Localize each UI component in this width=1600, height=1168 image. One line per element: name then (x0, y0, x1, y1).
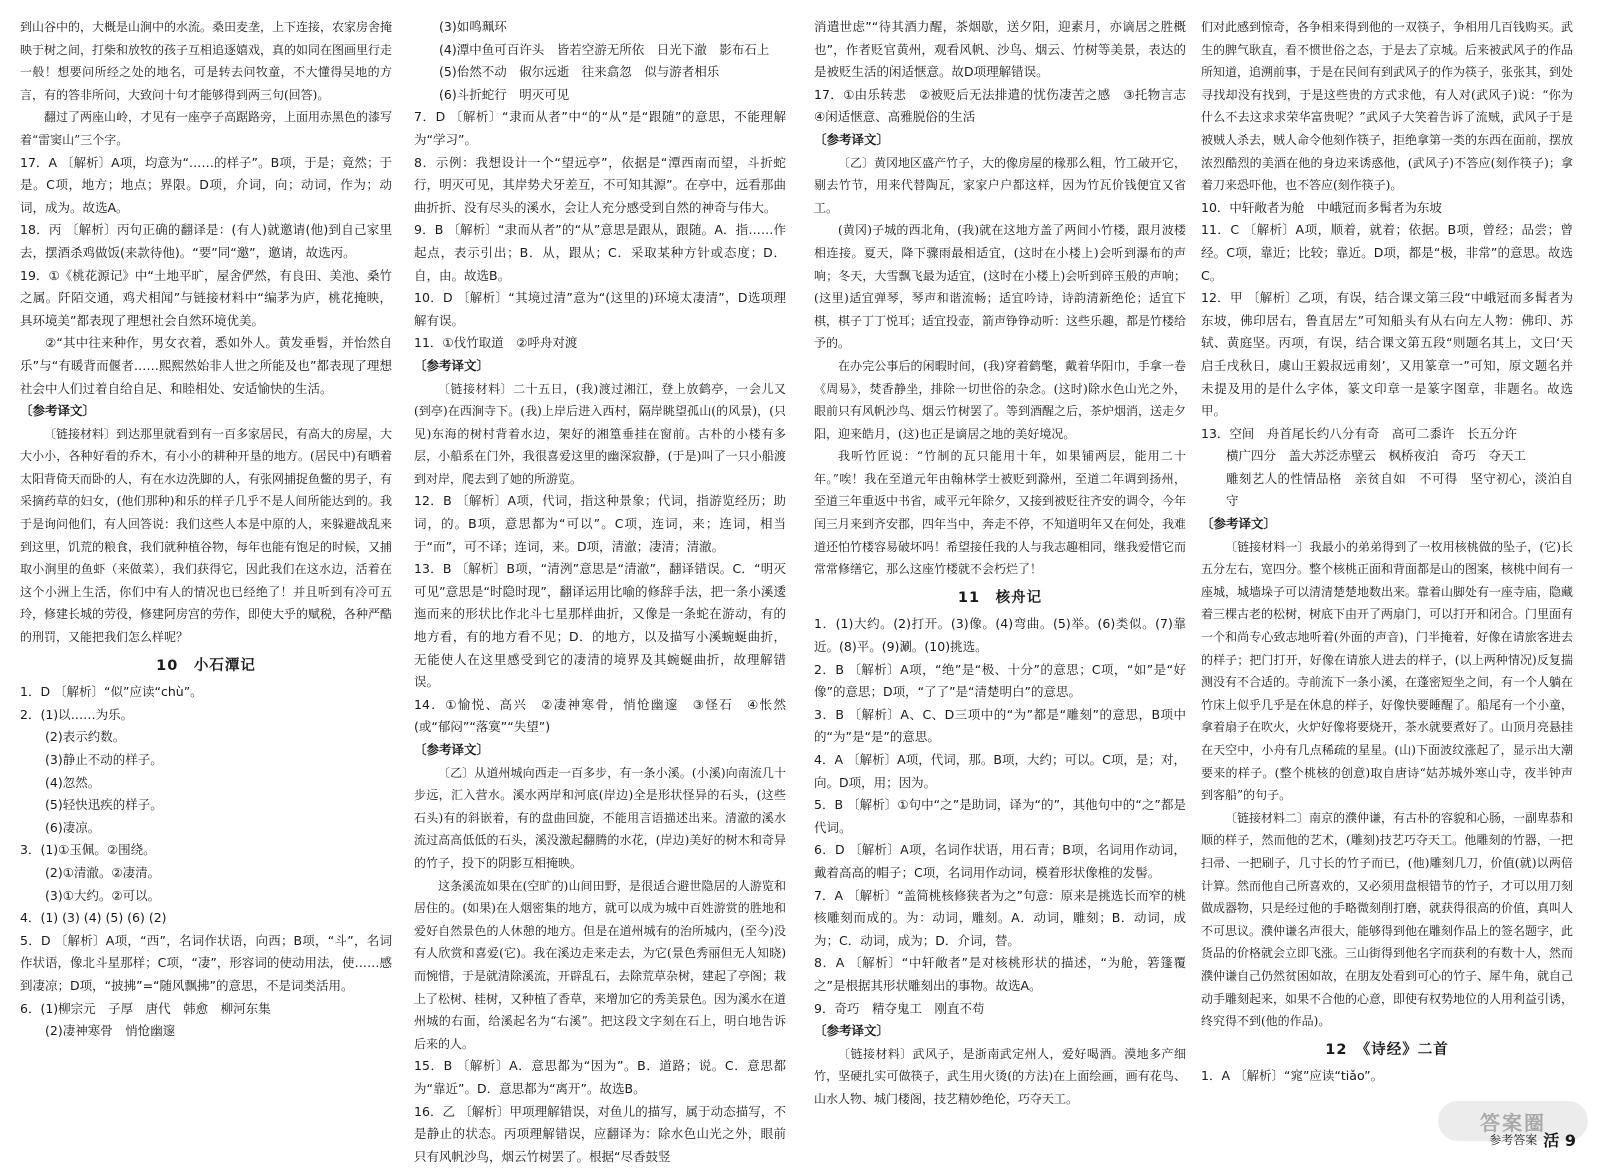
answer-8: 8．示例：我想设计一个“望远亭”，依据是“潭西南而望，斗折蛇行，明灭可见，其岸势犬牙差互，不可知其源”。在亭中，远看那曲曲折折、没有尽头的溪水，会让人充分感受到自然的神奇与伟大。 (414, 152, 786, 220)
answer-1: 1．D 〔解析〕“似”应读“chù”。 (20, 681, 392, 704)
answer-2-line: (4)忽然。 (20, 772, 392, 795)
translation-paragraph: 在办完公事后的闲暇时间，(我)穿着鹤氅，戴着华阳巾，手拿一卷《周易》，焚香静坐，排除一切世俗的杂念。(这时)除水色山光之外，眼前只有风帆沙鸟、烟云竹树罢了。等到酒醒之后，茶炉烟消，送走夕阳，迎来皓月，(这)也正是谪居之地的美好境况。 (814, 355, 1186, 445)
column-4 (1201, 16, 1573, 1146)
answer-12: 12．B 〔解析〕A项，代词，指这种景象；代词，指游览经历；助词，的。B项，意思都为“可以”。C项，连词，来；连词，相当于“而”，可不译；连词，来。D项，清澈；凄清；清澈。 (414, 490, 786, 558)
reference-translation-heading: 〔参考译文〕 (414, 739, 786, 762)
answer-13-line: 雕刻艺人的性情品格 亲贫自如 不可得 坚守初心，淡泊自守 (1201, 468, 1573, 513)
answer-14: 14．①愉悦、高兴 ②凄神寒骨，悄怆幽邃 ③怪石 ④怅然(或“郁闷”“落寞”“失望”) (414, 694, 786, 739)
answer-4: 4．A 〔解析〕A项，代词，那。B项，大约；可以。C项，是；对，向。D项，用；因为。 (814, 749, 1186, 794)
translation-paragraph: 〔乙〕黄冈地区盛产竹子，大的像房屋的椽那么粗，竹工破开它，剔去竹节，用来代替陶瓦，家家户户都这样，因为竹瓦价钱便宜又省工。 (814, 152, 1186, 220)
column-1 (20, 16, 392, 1146)
answer-12: 12．甲 〔解析〕乙项，有误，结合课文第三段“中峨冠而多髯者为东坡，佛印居右，鲁直居左”可知船头有从右向左人物：佛印、苏轼、黄庭坚。丙项，有误，结合课文第五段“则题名其上，文曰‘天启壬戌秋日，虞山王毅叔远甫刻’，又用篆章一”可知，原文题名并未提及用的是什么字体，篆文印章一是篆字图章，非题名。故选甲。 (1201, 287, 1573, 423)
answer-2-line: (3)静止不动的样子。 (20, 749, 392, 772)
translation-paragraph: 我听竹匠说：“竹制的瓦只能用十年，如果铺两层，能用二十年。”唉！我在至道元年由翰林学士被贬到滁州，至道二年调到扬州，至道三年重返中书省，咸平元年除夕，又接到被贬往齐安的调令，今年闰三月来到齐安郡，四年当中，奔走不停，不知道明年又在何处，我难道还怕竹楼容易破坏吗！希望接任我的人与我志趣相同，继我爱惜它而常常修缮它，那么这座竹楼就不会朽烂了！ (814, 445, 1186, 581)
answer-1: 1．A 〔解析〕“窕”应读“tiǎo”。 (1201, 1065, 1573, 1088)
answer-13-line: 横广四分 盖大苏泛赤壁云 枫桥夜泊 奇巧 夺天工 (1201, 445, 1573, 468)
answer-9: 9．B 〔解析〕“隶而从者”的“从”意思是跟从，跟随。A．指……作起点，表示引出；B．从，跟从；C．采取某种方针或态度；D．自，由。故选B。 (414, 219, 786, 287)
paragraph: 到山谷中的，大概是山涧中的水流。桑田麦垄，上下连接，农家房舍掩映于树之间，打柴和放牧的孩子互相追逐嬉戏，真的如同在图画里行走一般！想要问所经之处的地名，可是转去问牧童，不大懂得吴地的方言，有的答非所问，大致问十句才能够得到两三句(回答)。 (20, 16, 392, 106)
reference-translation-heading: 〔参考译文〕 (1201, 513, 1573, 536)
answer-9: 9．奇巧 精夺鬼工 刚直不苟 (814, 998, 1186, 1021)
translation-paragraph: 〔乙〕从道州城向西走一百多步，有一条小溪。(小溪)向南流几十步远，汇入营水。溪水两岸和河底(岸边)全是形状怪异的石头，(这些石头)有的斜嵌着，有的盘曲回旋，不能用言语描述出来。清澈的溪水流过高高低低的石头，溪没激起翻腾的水花，(岸边)美好的树木和奇异的竹子，投下的阴影互相掩映。 (414, 762, 786, 875)
translation-paragraph: 这条溪流如果在(空旷的)山间田野，是很适合避世隐居的人游览和居住的。(如果)在人烟密集的地方，就可以成为城中百姓游赏的胜地和爱好自然景色的人休憩的地方。但是在道州城有的治所城内，(至今)没有人欣赏和喜爱(它)。我在溪边走来走去，为它(景色秀丽但无人知晓)而惋惜，于是就清除溪流，开辟乱石，去除荒草杂树，建起了亭阁；栽上了松树、桂树，又种植了香草，来增加它的秀美景色。因为溪水在道州城的右面，给溪起名为“右溪”。把这段文字刻在石上，明白地告诉后来的人。 (414, 875, 786, 1056)
section-title: 11 核舟记 (814, 587, 1186, 610)
answer-2: 2．B 〔解析〕A项，“绝”是“极、十分”的意思；C项，“如”是“好像”的意思；D项，“了了”是“清楚明白”的意思。 (814, 659, 1186, 704)
answer-line: (3)如鸣珮环 (414, 16, 786, 39)
answer-13-line: 13．空间 舟首尾长约八分有奇 高可二黍许 长五分许 (1201, 423, 1573, 446)
column-3 (814, 16, 1186, 1146)
answer-3: 3．B 〔解析〕A、C、D三项中的“为”都是“雕刻”的意思，B项中的“为”是“是”的意思。 (814, 704, 1186, 749)
answer-line: (4)潭中鱼可百许头 皆若空游无所依 日光下澈 影布石上 (414, 39, 786, 62)
translation-paragraph: (黄冈)子城的西北角，(我)就在这地方盖了两间小竹楼，跟月波楼相连接。夏天，降下骤雨最相适宜，(这时在小楼上)会听到瀑布的声响；冬天，大雪飘飞最为适宜，(这时在小楼上)会听到碎玉般的声响；(这里)适宜弹琴，琴声和谐流畅；适宜吟诗，诗韵清新绝伦；适宜下棋，棋子丁丁悦耳；适宜投壶，箭声铮铮动听：这些乐趣，都是竹楼给予的。 (814, 219, 1186, 355)
translation-paragraph: 〔链接材料〕二十五日，(我)渡过湘江，登上放鹤亭，一会儿又(到亭)在西涧寺下。(我)上岸后进入西村，隔岸眺望孤山(的风景)，(只见)东海的树村背着水边，架好的湘篁垂挂在窗前。古朴的小楼有多层，小船系在门外，我很喜爱这里的幽深寂静，(于是)叫了一只小船渡到对岸，爬去到了她的所游览。 (414, 378, 786, 491)
answer-10: 10．中轩敞者为舱 中峨冠而多髯者为东坡 (1201, 197, 1573, 220)
translation-paragraph: 〔链接材料〕到达那里就看到有一百多家居民，有高大的房屋，大大小小，各种好看的乔木，有小小的耕种开垦的地方。(居民中)有晒着太阳背倚天而卧的人，有在水边洗脚的人，有张网捕捉鱼鳖的男子，有采摘药草的妇女，(他们那种)和乐的样子几乎不是人间所能达到的。我于是询问他们，有人回答说：我们这些人本是中原的人，来躲避战乱来到这里，饥荒的粮食，我们就种植谷物，每年也能有饱足的时候，又捕取小涧里的鱼虾（来做菜），我们获得它，因此我们在这水边，活着在这个小洲上生活，你们中有人的情况也已经绝了！并且听到有冷可五玲，修建长城的劳役，修建阿房宫的劳作，即使大乎的赋税，各种严酷的刑罚，又能把我们怎么样呢？ (20, 423, 392, 649)
answer-5: 5．B 〔解析〕①句中“之”是助词，译为“的”，其他句中的“之”都是代词。 (814, 794, 1186, 839)
paragraph: 翻过了两座山岭，才见有一座亭子高踞路旁，上面用赤黑色的漆写着“雷窦山”三个字。 (20, 106, 392, 151)
answer-2-line: (6)凄凉。 (20, 817, 392, 840)
reference-translation-heading: 〔参考译文〕 (814, 129, 1186, 152)
reference-translation-heading: 〔参考译文〕 (20, 400, 392, 423)
section-title: 10 小石潭记 (20, 655, 392, 678)
watermark-logo: 答案圈 (1438, 1101, 1588, 1141)
answer-3-line: (2)①清澈。②凄清。 (20, 862, 392, 885)
answer-10: 10．D 〔解析〕“其境过清”意为“(这里的)环境太凄清”，D选项理解有误。 (414, 287, 786, 332)
answer-6-line: (2)凄神寒骨 悄怆幽邃 (20, 1020, 392, 1043)
section-title: 12 《诗经》二首 (1201, 1039, 1573, 1062)
answer-8: 8．A 〔解析〕“中轩敞者”是对核桃形状的描述，“为舱，箬篷覆之”是根据其形状雕刻出的事物。故选A。 (814, 952, 1186, 997)
answer-2-line: (5)轻快迅疾的样子。 (20, 794, 392, 817)
answer-2-line: (2)表示约数。 (20, 726, 392, 749)
page-number: 活 9 (1543, 1128, 1576, 1151)
answer-line: (5)佁然不动 俶尔远逝 往来翕忽 似与游者相乐 (414, 61, 786, 84)
answer-7: 7．A 〔解析〕“盖简桃核修狭者为之”句意：原来是挑选长而窄的桃核雕刻而成的。为：动词，雕刻。A．动词，雕刻；B．动词，成为；C．动词，成为；D．介词，替。 (814, 885, 1186, 953)
translation-paragraph: 们对此感到惊奇，各争相来得到他的一双筷子，争相用几百钱购买。武生的脾气耿直，看不惯世俗之态，于是去了京城。后来被武风子的作品所知道，追溯前事，于是在民间有到武风子的作为筷子，张张其，到处寻找却没有找到，于是这些贵的方式求他，有人对(武风子)说：“你为什么不去这求求荣华富贵呢？”武风子大笑着告诉了流贼，武风子于是被贼人杀去，贼人命令他刻作筷子，拒绝拿第一类的东西在面前，摆放浓烈酷烈的美酒在他的身边来诱惑他，(武风子)不答应(刻作筷子)；拿着刀来恐吓他，也不答应(刻作筷子)。 (1201, 16, 1573, 197)
footer-label: 参考答案 (1489, 1131, 1537, 1148)
answer-1: 1．(1)大约。(2)打开。(3)像。(4)弯曲。(5)举。(6)类似。(7)靠近。(8)平。(9)涮。(10)挑选。 (814, 613, 1186, 658)
answer-4: 4．(1) (3) (4) (5) (6) (2) (20, 907, 392, 930)
answer-2-line: 2．(1)以……为乐。 (20, 704, 392, 727)
answer-13: 13．B 〔解析〕B项，“清洌”意思是“清澈”，翻译错误。C．“明灭可见”意思是“时隐时现”，翻译运用比喻的修辞手法，把一条小溪逶迤而来的形状比作北斗七星那样曲折，又像是一条蛇在游动，有的地方看，有的地方看不见；D．的地方，以及描写小溪蜿蜒曲折，无能使人在这里感受到它的凄清的境界及其蜿蜒曲折，故理解错误。 (414, 558, 786, 694)
answer-17: 17．①由乐转悲 ②被贬后无法排遣的忧伤凄苦之感 ③托物言志 ④闲适惬意、高雅脱俗的生活 (814, 84, 1186, 129)
answer-19a: 19．①《桃花源记》中“土地平旷，屋舍俨然，有良田、美池、桑竹之属。阡陌交通，鸡犬相闻”与链接材料中“编茅为庐，桃花掩映，具环境美”都表现了理想社会自然环境优美。 (20, 265, 392, 333)
answer-continuation: 消遣世虑”“待其酒力醒，茶烟歇，送夕阳，迎素月，亦谪居之胜概也”，作者贬官黄州，观看风帆、沙鸟、烟云、竹树等美景，表达的是被贬生活的闲适惬意。故D项理解错误。 (814, 16, 1186, 84)
column-2 (414, 16, 786, 1146)
answer-7: 7．D 〔解析〕“隶而从者”中“的“从”是“跟随”的意思，不能理解为“学习”。 (414, 106, 786, 151)
answer-6: 6．D 〔解析〕A项，名词作状语，用石青；B项，名词用作动词，戴着高高的帽子；C项，名词用作动词，模着形状像椎的发髻。 (814, 839, 1186, 884)
answer-19b: ②“其中往来种作，男女衣着，悉如外人。黄发垂髫，并怡然自乐”与“有暖背而偃者……熙熙然始非人世之所能及也”都表现了理想社会中人们过着自给自足、和睦相处、安适愉快的生活。 (20, 332, 392, 400)
answer-line: (6)斗折蛇行 明灭可见 (414, 84, 786, 107)
answer-15: 15．B 〔解析〕A．意思都为“因为”。B．道路；说。C．意思都为“靠近”。D．意思都为“离开”。故选B。 (414, 1055, 786, 1100)
page-footer (1489, 1128, 1576, 1151)
answer-18: 18．丙 〔解析〕丙句正确的翻译是：(有人)就邀请(他)到自己家里去，摆酒杀鸡做饭(来款待他)。“要”同“邀”，邀请，故选丙。 (20, 219, 392, 264)
answer-11: 11．C 〔解析〕A项，顺着，就着；依据。B项，曾经；品尝；曾经。C项，靠近；比较；靠近。D项，都是“极，非常”的意思。故选C。 (1201, 219, 1573, 287)
translation-paragraph: 〔链接材料二〕南京的濮仲谦，有古朴的容貌和心肠，一副卑恭和顺的样子，然而他的艺术，(雕刻)技艺巧夺天工。他雕刻的竹器，一把扫帚、一把刷子，几寸长的竹子而已，(他)雕刻几刀，价值(就)以两倍计算。然而他自己所喜欢的，又必须用盘根错节的竹子，才可以用刀刻做成器物，只是经过他的手略微刻削打磨，就获得很高的价值，真叫人不可思议。濮仲谦名声很大，能够得到他在雕刻作品上的签名题字，此货品的价格就会立即飞涨。三山街得到他名字而获利的有数十人，然而濮仲谦自己仍然贫困如故，在朋友处看到可心的竹子、犀牛角，就自己动手雕刻起来，如果不合他的心意，即使有权势地位的人用利益引诱，终究得不到(他的作品)。 (1201, 807, 1573, 1033)
answer-3-line: 3．(1)①玉佩。②围绕。 (20, 839, 392, 862)
reference-translation-heading: 〔参考译文〕 (814, 1020, 1186, 1043)
answer-16: 16．乙 〔解析〕甲项理解错误，对鱼儿的描写，属于动态描写，不是静止的状态。丙项理解错误，应翻译为：除水色山光之外，眼前只有风帆沙鸟，烟云竹树罢了。根据“尽香鼓竖 (414, 1101, 786, 1168)
answer-17: 17．A 〔解析〕A项，均意为“……的样子”。B项，于是；竟然；于是。C项，地方；地点；界限。D项，介词，向；动词，作为；动词，成为。故选A。 (20, 152, 392, 220)
answer-6-line: 6．(1)柳宗元 子厚 唐代 韩愈 柳河东集 (20, 998, 392, 1021)
answer-5: 5．D 〔解析〕A项，“西”，名词作状语，向西；B项，“斗”，名词作状语，像北斗星那样；C项，“凄”，形容词的使动用法，使……感到凄凉；D项，“披拂”=“随风飘拂”的意思，不是词类活用。 (20, 930, 392, 998)
answer-11: 11．①伐竹取道 ②呼舟对渡 (414, 332, 786, 355)
answer-3-line: (3)①大约。②可以。 (20, 885, 392, 908)
reference-translation-heading: 〔参考译文〕 (414, 355, 786, 378)
translation-paragraph: 〔链接材料〕武风子，是浙南武定州人，爱好喝酒。漠地多产细竹，坚硬扎实可做筷子，武生用火烫(的方法)在上面绘画，画有花鸟、山水人物、城门楼阁，技艺精妙绝伦，巧夺天工。 (814, 1043, 1186, 1111)
translation-paragraph: 〔链接材料一〕我最小的弟弟得到了一枚用核桃做的坠子，(它)长五分左右，宽四分。整个核桃正面和背面都是山的图案，核桃中间有一座城，城墙垛子可以清清楚楚地数出来。靠着山脚处有一座寺庙，隐藏着三棵古老的松树，树底下由开了两扇门，可以打开和闭合。门里面有一个和尚专心致志地听着(外面的声音)，门半掩着，好像在请旅客进去的样子；把门打开，好像在请旅人进去的样子，(以上两种情况)反复揣测没有不合适的。寺前流下一条小溪，在蓬密短坐之间，有一个人躺在竹床上似乎几乎是在休息的样子，好像快要睡醒了。船尾有一个小童，拿着扇子在吹火，火炉好像将要烧开，茶水就要煮好了。山顶月亮悬挂在天空中，小舟有几点稀疏的星星。(山)下面波纹涨起了，显示出大潮要来的样子。(整个桃核的创意)取自唐诗“姑苏城外寒山寺，夜半钟声到客船”的句子。 (1201, 536, 1573, 807)
